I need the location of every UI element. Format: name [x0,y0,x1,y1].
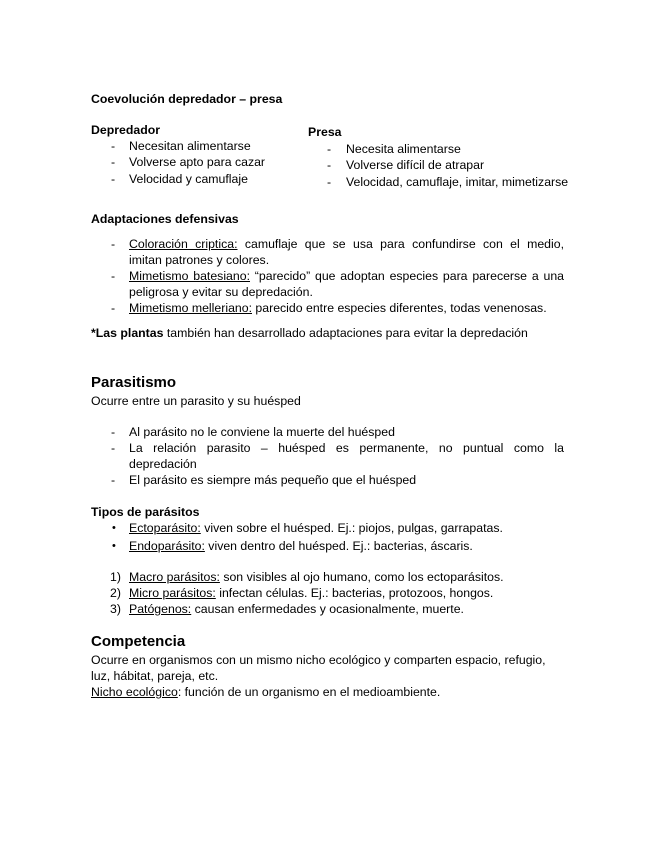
prey-item: Volverse difícil de atrapar [346,158,485,172]
parasitism-item-cont: depredación [129,457,197,471]
section-title-parasitism: Parasitismo [91,374,177,391]
dash: - [327,175,332,189]
niche-text: : función de un organismo en el medioambiente. [177,685,441,699]
parasitism-item: Al parásito no le conviene la muerte del huésped [129,425,395,439]
bullet-icon: • [112,522,116,534]
parasite-type [129,520,503,536]
list-number: 1) [110,570,121,584]
adaptation-term: Mimetismo batesiano: [129,269,250,283]
dash: - [111,139,116,153]
adaptation-item-line [129,300,547,316]
predator-item: Necesitan alimentarse [129,139,251,153]
prey-item: Velocidad, camuflaje, imitar, mimetizarse [346,175,569,189]
numbered-term: Micro parásitos: [129,586,216,600]
predator-item: Velocidad y camuflaje [129,172,248,186]
dash: - [111,237,116,251]
prey-heading: Presa [308,125,342,139]
prey-item: Necesita alimentarse [346,142,461,156]
adaptation-item-line [129,236,564,252]
adaptation-text: parecido entre especies diferentes, todas venenosas. [252,301,547,315]
parasite-type [129,538,473,554]
list-number: 3) [110,602,121,616]
adaptation-term: Mimetismo melleriano: [129,301,252,315]
numbered-term: Patógenos: [129,602,192,616]
dash: - [111,155,116,169]
numbered-term: Macro parásitos: [129,570,220,584]
plants-note [91,325,528,341]
dash: - [111,441,116,455]
dash: - [111,172,116,186]
parasite-type-term: Endoparásito: [129,539,205,553]
adaptation-text-cont: imitan patrones y colores. [129,253,270,267]
dash: - [111,269,116,283]
dash: - [111,473,116,487]
adaptation-text: “parecido” que adoptan especies para parecerse a una [250,269,564,283]
parasite-types-heading: Tipos de parásitos [91,505,200,519]
section-title-coevolution: Coevolución depredador – presa [91,92,283,106]
niche-term: Nicho ecológico [91,685,178,699]
adaptation-text: camuflaje que se usa para confundirse con el medio, [237,237,564,251]
competition-text: Ocurre en organismos con un mismo nicho ecológico y comparten espacio, refugio, [91,653,546,667]
adaptation-text-cont: peligrosa y evitar su depredación. [129,285,313,299]
numbered-text: causan enfermedades y ocasionalmente, muerte. [191,602,464,616]
bullet-icon: • [112,540,116,552]
parasite-type-text: viven sobre el huésped. Ej.: piojos, pulgas, garrapatas. [200,521,503,535]
parasitism-subtitle: Ocurre entre un parasito y su huésped [91,394,301,408]
plants-note-bold: *Las plantas [91,326,164,340]
adaptation-term: Coloración criptica: [129,237,238,251]
adaptation-item-line [129,268,564,284]
predator-item: Volverse apto para cazar [129,155,266,169]
parasitism-item: La relación parasito – huésped es permanente, no puntual como la [129,441,564,455]
numbered-text: infectan células. Ej.: bacterias, protozoos, hongos. [215,586,494,600]
numbered-item [129,569,504,585]
numbered-text: son visibles al ojo humano, como los ectoparásitos. [219,570,504,584]
adaptations-heading: Adaptaciones defensivas [91,212,239,226]
parasitism-item: El parásito es siempre más pequeño que el huésped [129,473,417,487]
dash: - [327,158,332,172]
dash: - [111,301,116,315]
plants-note-text: también han desarrollado adaptaciones para evitar la depredación [163,326,528,340]
parasite-type-term: Ectoparásito: [129,521,201,535]
predator-heading: Depredador [91,123,161,137]
parasite-type-text: viven dentro del huésped. Ej.: bacterias, áscaris. [204,539,473,553]
niche-definition [91,684,440,700]
numbered-item [129,585,493,601]
competition-text: luz, hábitat, pareja, etc. [91,669,219,683]
dash: - [327,142,332,156]
section-title-competition: Competencia [91,633,186,650]
numbered-item [129,601,464,617]
dash: - [111,425,116,439]
list-number: 2) [110,586,121,600]
